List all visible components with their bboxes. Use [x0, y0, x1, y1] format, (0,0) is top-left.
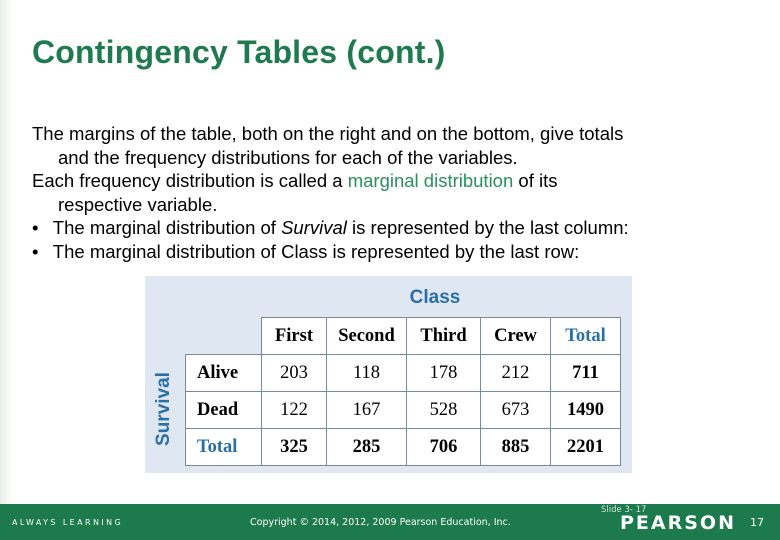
row-header-total: Total — [186, 429, 262, 466]
bullet-dot-icon: • — [32, 217, 39, 238]
row-group-label-wrapper — [149, 353, 179, 465]
table-cell-grand-total: 2201 — [551, 429, 621, 466]
paragraph-2-pre: Each frequency distribution is called a — [32, 170, 348, 191]
contingency-table — [185, 317, 621, 466]
table-cell: 122 — [262, 392, 327, 429]
table-cell-column-total: 706 — [407, 429, 481, 466]
bullet-dot-icon: • — [32, 240, 39, 262]
copyright-notice: Copyright © 2014, 2012, 2009 Pearson Education, Inc. — [250, 517, 511, 528]
table-cell: 673 — [481, 392, 551, 429]
paragraph-1-line-2: and the frequency distributions for each of the variables. — [58, 146, 518, 168]
bullet-2 — [32, 240, 762, 264]
column-header: Third — [407, 318, 481, 355]
table-row — [186, 355, 621, 392]
bullet-1-post: is represented by the last column: — [346, 217, 629, 238]
slide-title: Contingency Tables (cont.) — [32, 34, 446, 70]
bullet-2-text: The marginal distribution of Class is represented by the last row: — [48, 240, 580, 262]
slide-body — [32, 122, 762, 263]
contingency-table-panel — [145, 276, 632, 473]
slide-reference: Slide 3- 17 — [601, 505, 647, 515]
table-cell-column-total: 285 — [327, 429, 407, 466]
pearson-logo: PEARSON — [620, 512, 736, 534]
row-header: Dead — [186, 392, 262, 429]
row-header: Alive — [186, 355, 262, 392]
column-group-label: Class — [409, 287, 461, 308]
marginal-distribution-term: marginal distribution — [347, 170, 514, 191]
table-corner-cell — [186, 318, 262, 355]
row-group-label: Survival — [153, 372, 174, 446]
paragraph-1-line-1: The margins of the table, both on the right and on the bottom, give totals — [32, 123, 624, 144]
always-learning-tagline: ALWAYS LEARNING — [12, 518, 124, 527]
table-cell-column-total: 885 — [481, 429, 551, 466]
table-cell: 178 — [407, 355, 481, 392]
bullet-1 — [32, 216, 762, 240]
footer-bar — [0, 504, 780, 540]
paragraph-2-line-2: respective variable. — [58, 193, 218, 215]
page-number: 17 — [750, 516, 764, 529]
paragraph-2-line-1 — [32, 169, 762, 193]
column-header: Crew — [481, 318, 551, 355]
left-decorative-stripe — [0, 0, 12, 504]
column-header: Second — [327, 318, 407, 355]
table-cell: 167 — [327, 392, 407, 429]
table-cell-row-total: 711 — [551, 355, 621, 392]
table-row — [186, 392, 621, 429]
table-cell: 212 — [481, 355, 551, 392]
bullet-1-pre: The marginal distribution of — [48, 217, 282, 238]
bullet-1-italic: Survival — [281, 217, 347, 238]
table-cell-column-total: 325 — [262, 429, 327, 466]
table-cell: 528 — [407, 392, 481, 429]
table-total-row — [186, 429, 621, 466]
table-cell-row-total: 1490 — [551, 392, 621, 429]
table-cell: 203 — [262, 355, 327, 392]
table-cell: 118 — [327, 355, 407, 392]
column-header-total: Total — [551, 318, 621, 355]
column-header: First — [262, 318, 327, 355]
table-header-row — [186, 318, 621, 355]
paragraph-2-post: of its — [513, 170, 558, 191]
